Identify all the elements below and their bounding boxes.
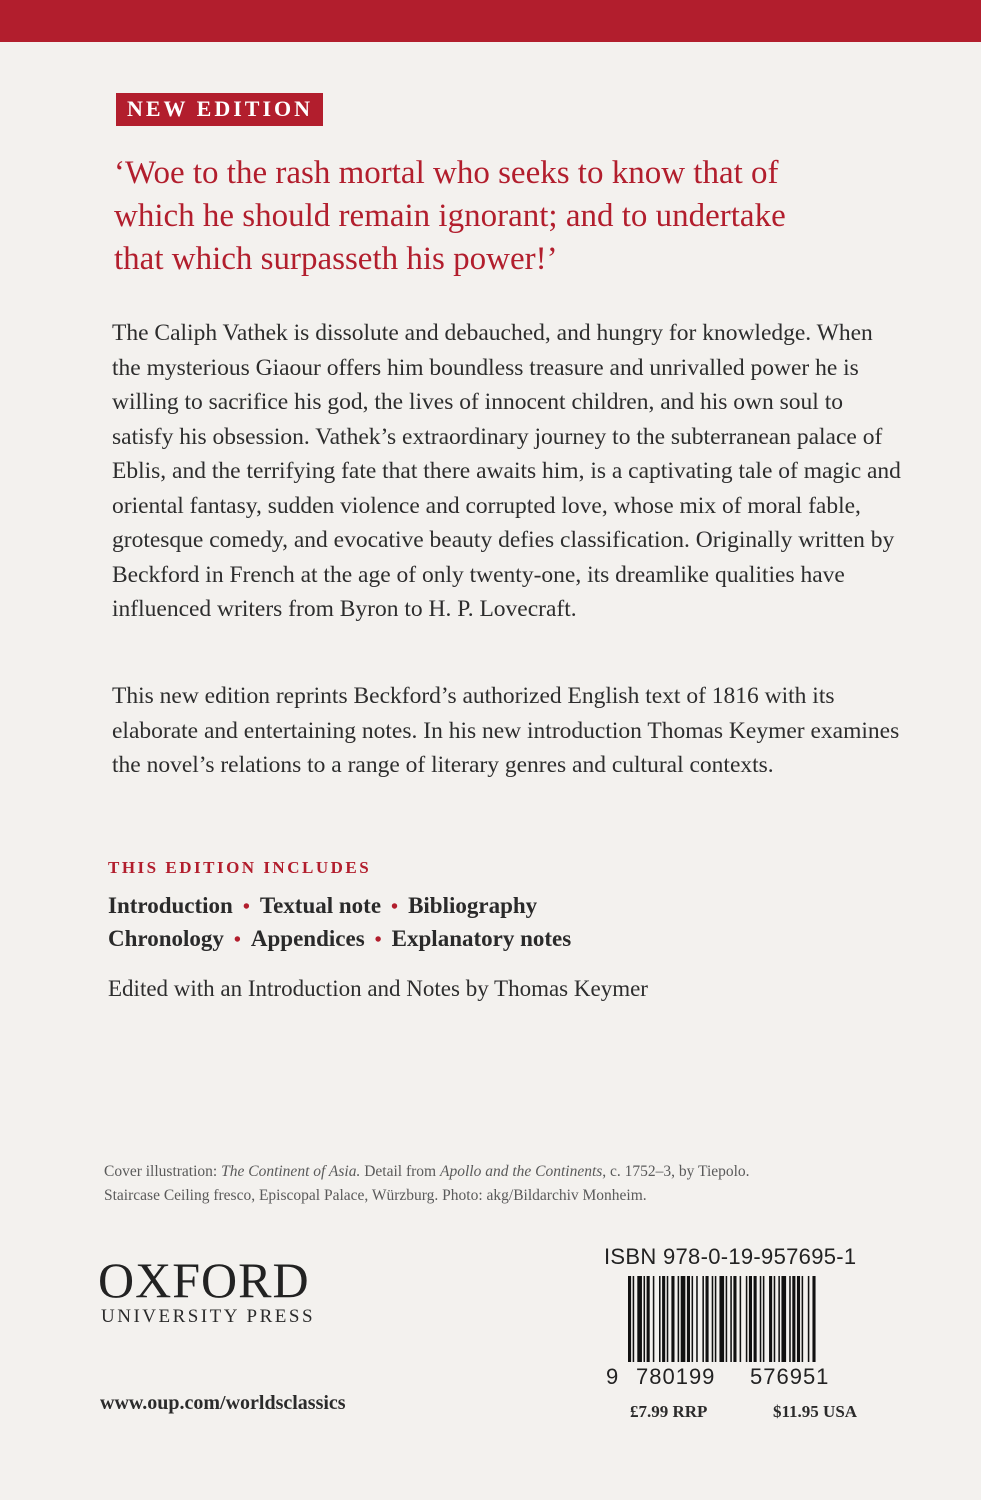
new-edition-badge: NEW EDITION	[116, 93, 323, 126]
barcode-first-digit: 9	[606, 1364, 620, 1389]
price-gbp: £7.99 RRP	[630, 1402, 708, 1421]
cover-illustration-credit	[104, 1160, 824, 1208]
barcode-icon	[628, 1276, 862, 1362]
price-usd: $11.95 USA	[773, 1402, 858, 1421]
bullet-separator: •	[374, 929, 382, 951]
isbn-text: ISBN 978-0-19-957695-1	[604, 1244, 857, 1269]
credit-suffix: , c. 1752–3, by Tiepolo.	[602, 1163, 750, 1180]
includes-line	[108, 893, 537, 919]
bullet-separator: •	[242, 896, 250, 918]
barcode-right-digits: 576951	[750, 1364, 830, 1389]
editor-credit: Edited with an Introduction and Notes by Thomas Keymer	[108, 976, 648, 1001]
credit-work-title: The Continent of Asia.	[221, 1163, 361, 1180]
top-red-band	[0, 0, 981, 42]
description-paragraph: The Caliph Vathek is dissolute and debauched, and hungry for knowledge. When the mysterious Giaour offers him boundless treasure and unrivalled power he is willing to sacrifice his god, the lives of innocent children, and his own soul to satisfy his obsession. Vathek’s extraordinary journey to the subterranean palace of Eblis, and the terrifying fate that there awaits him, is a captivating tale of magic and oriental fantasy, sudden violence and corrupted love, whose mix of moral fable, grotesque comedy, and evocative beauty defies classification. Originally written by Beckford in French at the age of only twenty-one, its dreamlike qualities have influenced writers from Byron to H. P. Lovecraft.	[112, 320, 901, 622]
bullet-separator: •	[391, 896, 399, 918]
include-item: Chronology	[108, 926, 224, 951]
credit-line-2: Staircase Ceiling fresco, Episcopal Palace, Würzburg. Photo: akg/Bildarchiv Monheim.	[104, 1187, 647, 1204]
include-item: Explanatory notes	[391, 926, 572, 951]
includes-heading: THIS EDITION INCLUDES	[108, 858, 372, 877]
epigraph-quote: ‘Woe to the rash mortal who seeks to know that of which he should remain ignorant; and to undertake that which surpasseth his power!’	[114, 155, 786, 277]
publisher-logo-press: UNIVERSITY PRESS	[101, 1306, 316, 1327]
publisher-logo-oxford: OXFORD	[98, 1252, 310, 1308]
includes-line	[108, 926, 571, 952]
include-item: Bibliography	[408, 893, 538, 918]
credit-source-title: Apollo and the Continents	[439, 1163, 603, 1180]
edition-paragraph: This new edition reprints Beckford’s authorized English text of 1816 with its elaborate and entertaining notes. In his new introduction Thomas Keymer examines the novel’s relations to a range of literary genres and cultural contexts.	[112, 683, 900, 778]
bullet-separator: •	[233, 929, 241, 951]
credit-middle: Detail from	[360, 1163, 440, 1180]
credit-prefix: Cover illustration:	[104, 1163, 222, 1180]
include-item: Introduction	[108, 893, 233, 918]
include-item: Textual note	[259, 893, 382, 918]
include-item: Appendices	[250, 926, 365, 951]
publisher-url: www.oup.com/worldsclassics	[100, 1392, 346, 1414]
barcode-left-digits: 780199	[636, 1364, 716, 1389]
